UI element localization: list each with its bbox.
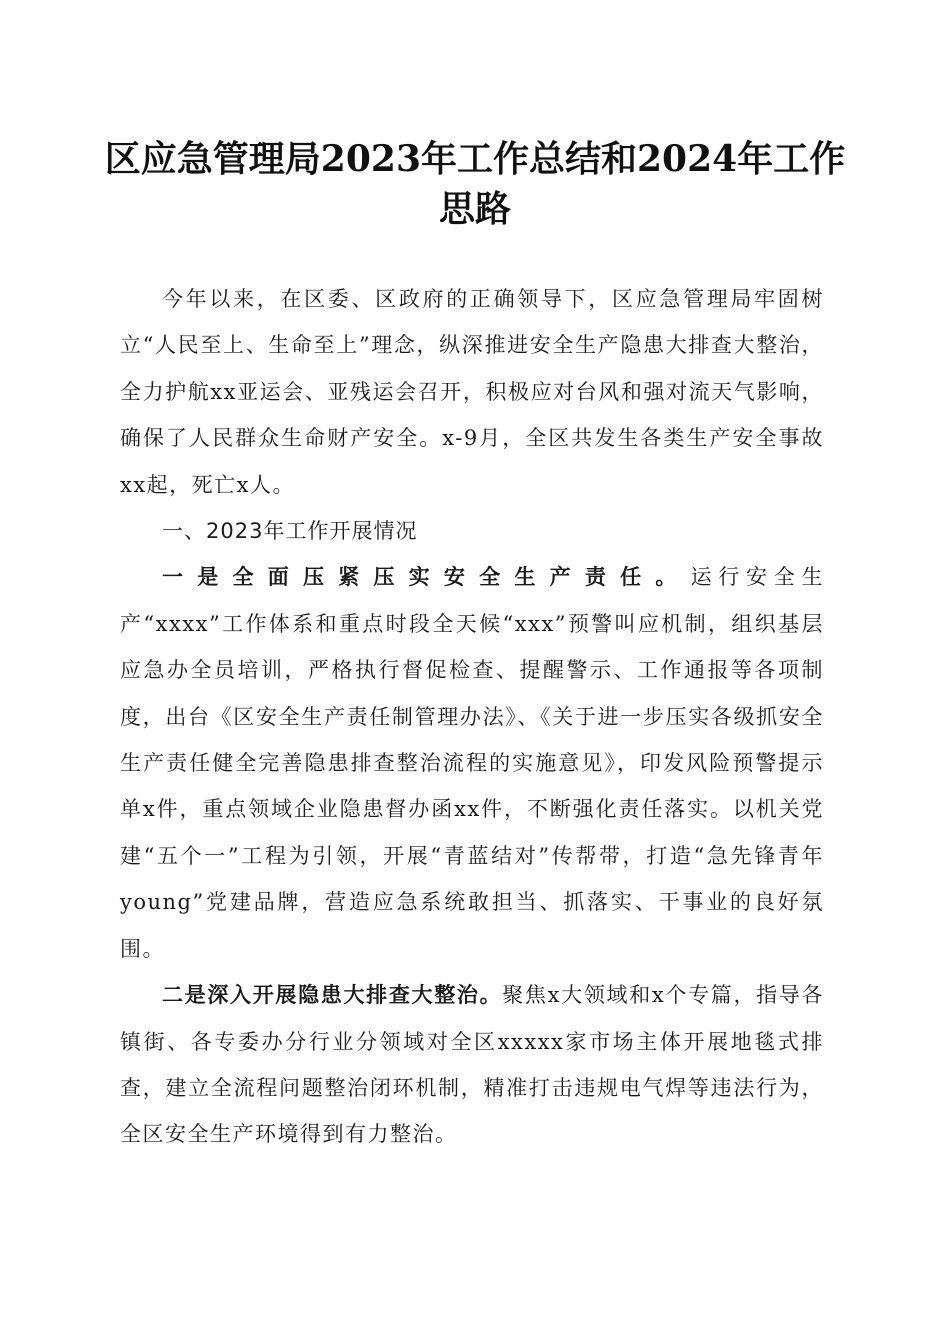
document-title: 区应急管理局2023年工作总结和2024年工作思路 [104, 138, 846, 230]
item-paragraph-2 [120, 972, 824, 1158]
intro-paragraph: 今年以来，在区委、区政府的正确领导下，区应急管理局牢固树立“人民至上、生命至上”理念，纵深推进安全生产隐患大排查大整治，全力护航xx亚运会、亚残运会召开，积极应对台风和强对流天气影响，确保了人民群众生命财产安全。x-9月，全区共发生各类生产安全事故xx起，死亡x人。 [120, 287, 824, 497]
item-paragraph-1 [120, 554, 824, 972]
document-body [120, 276, 824, 1158]
item-text-2: 聚焦x大领域和x个专篇，指导各镇街、各专委办分行业分领域对全区xxxxx家市场主体开展地毯式排查，建立全流程问题整治闭环机制，精准打击违规电气焊等违法行为，全区安全生产环境得到有力整治。 [120, 983, 825, 1147]
item-lead-2: 二是深入开展隐患大排查大整治。 [162, 982, 503, 1008]
item-lead-1: 一是全面压紧压实安全生产责任。 [162, 564, 691, 590]
item-text-1: 运行安全生产“xxxx”工作体系和重点时段全天候“xxx”预警叫应机制，组织基层应急办全员培训，严格执行督促检查、提醒警示、工作通报等各项制度，出台《区安全生产责任制管理办法》、《关于进一步压实各级抓安全生产责任健全完善隐患排查整治流程的实施意见》，印发风险预警提示单x件，重点领域企业隐患督办函xx件，不断强化责任落实。以机关党建“五个一”工程为引领，开展“青蓝结对”传帮带，打造“急先锋青年young”党建品牌，营造应急系统敢担当、抓落实、干事业的良好氛围。 [120, 565, 825, 961]
section-heading: 一、2023年工作开展情况 [162, 519, 418, 544]
